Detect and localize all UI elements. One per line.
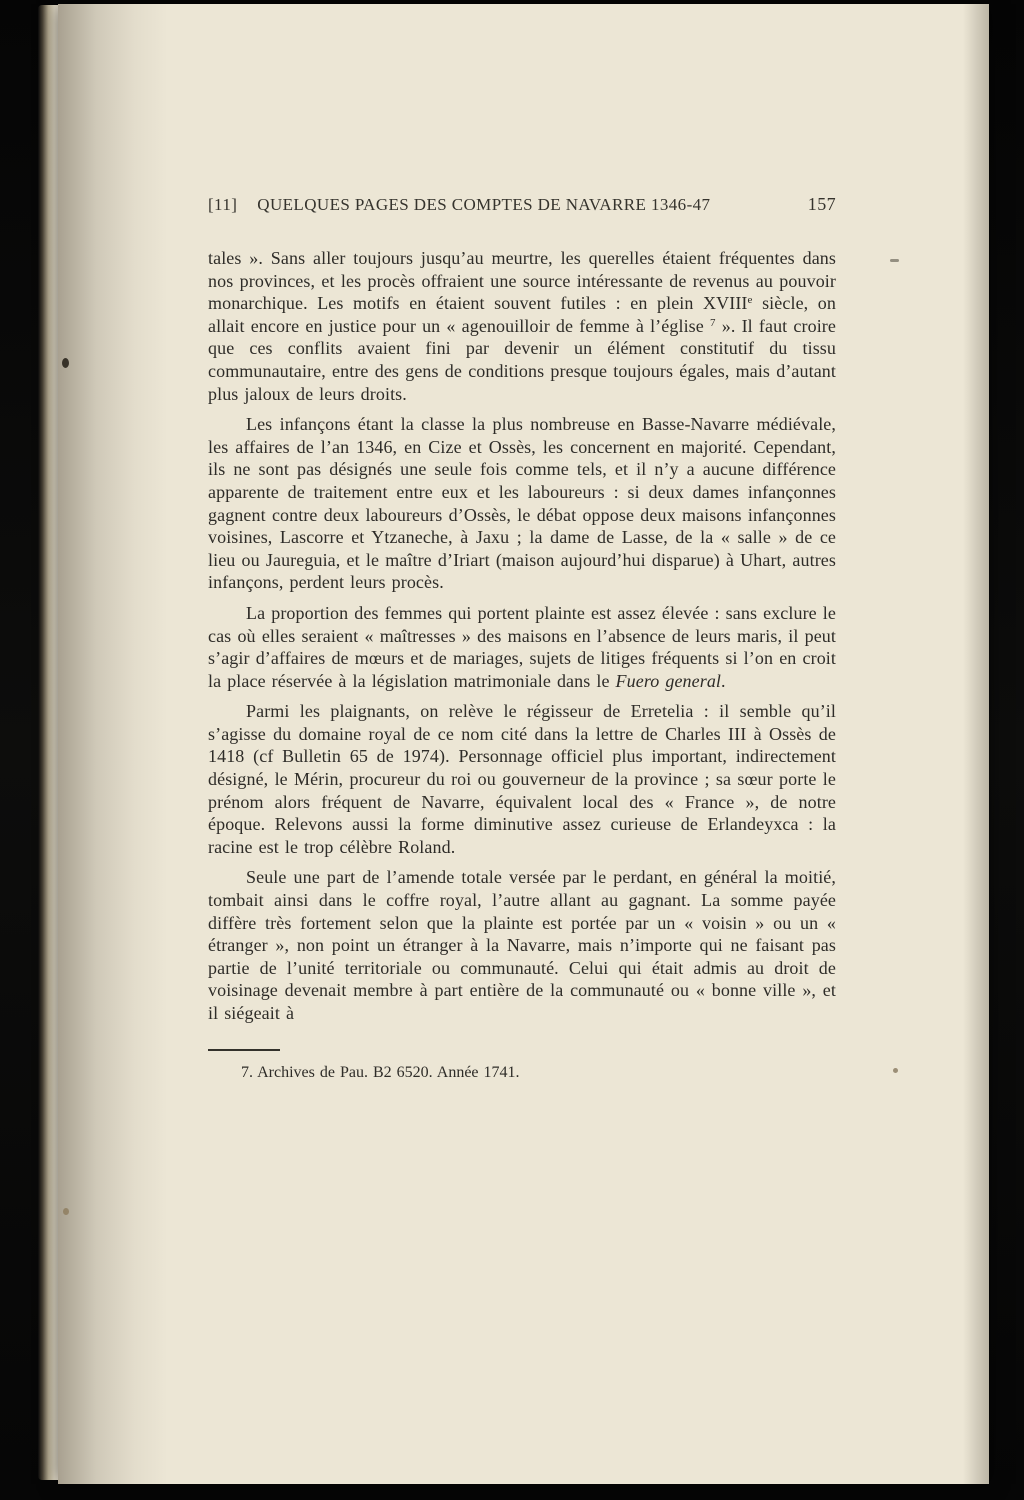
footnote-block [208, 1049, 836, 1082]
section-number: [11] [208, 195, 238, 214]
paragraph: La proportion des femmes qui portent plainte est assez élevée : sans exclure le cas où elles seraient « maîtresses » des maisons en l’absence de leurs maris, il peut s’agir d’affaires de mœurs et de mariages, sujets de litiges fréquents si l’on en croit la place réservée à la législation matrimoniale dans le Fuero general. [208, 602, 836, 691]
footnote: 7. Archives de Pau. B2 6520. Année 1741. [241, 1063, 520, 1081]
paragraph: Les infançons étant la classe la plus nombreuse en Basse-Navarre médiévale, les affaires de l’an 1346, en Cize et Ossès, les concernent en majorité. Cependant, ils ne sont pas désignés une seule fois comme tels, et il n’y a aucune différence apparente de traitement entre eux et les laboureurs : si deux dames infançonnes gagnent contre deux laboureurs d’Ossès, le débat oppose deux maisons infançonnes voisines, Lascorre et Ytzaneche, à Jaxu ; la dame de Lasse, de la « salle » de ce lieu ou Jaureguia, et le maître d’Iriart (maison aujourd’hui disparue) à Uhart, autres infançons, perdent leurs procès. [208, 414, 836, 593]
paragraph: Parmi les plaignants, on relève le régisseur de Erretelia : il semble qu’il s’agisse du domaine royal de ce nom cité dans la lettre de Charles III à Ossès de 1418 (cf Bulletin 65 de 1974). Personnage officiel plus important, indirectement désigné, le Mérin, procureur du roi ou gouverneur de la province ; sa sœur porte le prénom alors fréquent de Navarre, équivalent local des « France », de notre époque. Relevons aussi la forme diminutive assez curieuse de Erlandeyxca : la racine est le trop célèbre Roland. [208, 701, 836, 857]
page-content [208, 194, 836, 1082]
footnote-rule [208, 1049, 280, 1051]
running-title: QUELQUES PAGES DES COMPTES DE NAVARRE 1346-47 [257, 195, 711, 214]
paragraph: tales ». Sans aller toujours jusqu’au meurtre, les querelles étaient fréquentes dans nos provinces, et les procès offraient une source intéressante de revenus au pouvoir monarchique. Les motifs en étaient souvent futiles : en plein XVIIIe siècle, on allait encore en justice pour un « agenouilloir de femme à l’église $^7$ ». Il faut croire que ces conflits avaient fini par devenir un élément constitutif du tissu communautaire, entre des gens de conditions presque toujours égales, mais d’autant plus jaloux de leurs droits. [208, 248, 836, 404]
page-header [208, 194, 836, 215]
paragraph: Seule une part de l’amende totale versée par le perdant, en général la moitié, tombait ainsi dans le coffre royal, l’autre allant au gagnant. La somme payée diffère très fortement selon que la plainte est portée par un « voisin » ou un « étranger », non point un étranger à la Navarre, mais n’importe qui ne faisant pas partie de l’unité territoriale ou communauté. Celui qui était admis au droit de voisinage devenait membre à part entière de la communauté ou « bonne ville », et il siégeait à [208, 867, 836, 1023]
body-text [208, 247, 836, 1025]
page-number: 157 [807, 194, 836, 214]
book-page [58, 4, 989, 1484]
